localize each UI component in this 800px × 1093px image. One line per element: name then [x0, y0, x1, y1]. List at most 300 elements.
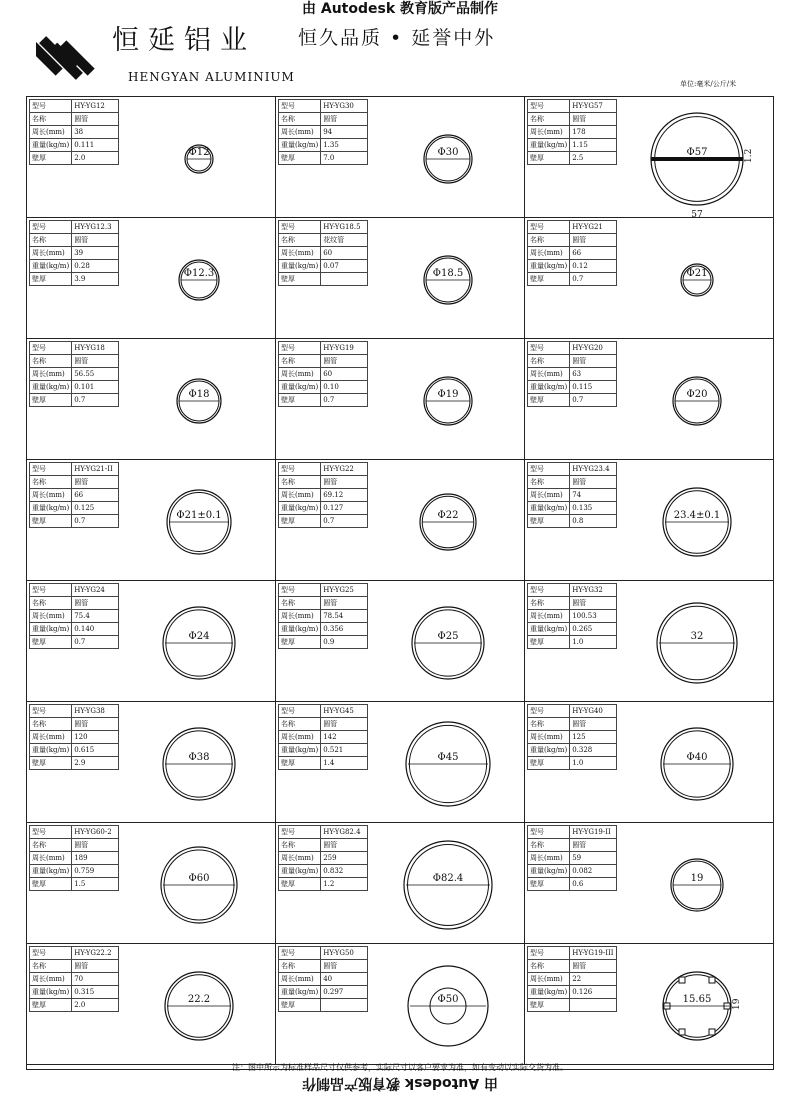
- spec-table: [527, 946, 617, 1012]
- spec-table: [278, 704, 368, 770]
- spec-label: 型号: [528, 584, 570, 597]
- profile-drawing: [372, 97, 524, 217]
- spec-label: 周长(mm): [30, 731, 72, 744]
- spec-value: 74: [570, 489, 617, 502]
- dimension-label: Φ19: [437, 389, 459, 400]
- spec-table: [29, 462, 119, 528]
- spec-label: 名称: [30, 960, 72, 973]
- dimension-label: Φ12.3: [183, 268, 215, 279]
- spec-label: 壁厚: [30, 152, 72, 165]
- profile-drawing: [123, 581, 275, 701]
- spec-value: 0.265: [570, 623, 617, 636]
- spec-label: 壁厚: [528, 515, 570, 528]
- spec-label: 周长(mm): [528, 368, 570, 381]
- spec-label: 型号: [528, 947, 570, 960]
- spec-label: 名称: [279, 718, 321, 731]
- spec-value: 圆管: [321, 960, 368, 973]
- spec-label: 名称: [30, 355, 72, 368]
- spec-label: 型号: [30, 463, 72, 476]
- spec-value: 圆管: [321, 355, 368, 368]
- spec-label: 名称: [279, 839, 321, 852]
- spec-label: 名称: [30, 234, 72, 247]
- profile-cell: [525, 944, 774, 1065]
- profile-drawing: [621, 218, 773, 338]
- spec-label: 名称: [279, 960, 321, 973]
- spec-value: 0.7: [72, 394, 119, 407]
- spec-value: 40: [321, 973, 368, 986]
- profile-cell: [276, 460, 525, 581]
- spec-label: 名称: [528, 718, 570, 731]
- spec-value: 0.7: [570, 394, 617, 407]
- spec-label: 重量(kg/m): [30, 623, 72, 636]
- spec-table: [29, 825, 119, 891]
- spec-value: 圆管: [321, 718, 368, 731]
- spec-value: 0.12: [570, 260, 617, 273]
- spec-label: 重量(kg/m): [528, 381, 570, 394]
- spec-label: 型号: [528, 100, 570, 113]
- spec-value: HY-YG24: [72, 584, 119, 597]
- spec-value: 圆管: [321, 113, 368, 126]
- profile-drawing: [123, 460, 275, 580]
- profile-cell: [525, 218, 774, 339]
- spec-value: 圆管: [321, 839, 368, 852]
- spec-label: 壁厚: [528, 757, 570, 770]
- spec-label: 型号: [279, 221, 321, 234]
- spec-value: 0.125: [72, 502, 119, 515]
- spec-table: [278, 946, 368, 1012]
- spec-label: 周长(mm): [279, 973, 321, 986]
- company-name-cn: 恒延铝业: [112, 25, 256, 56]
- spec-value: 259: [321, 852, 368, 865]
- spec-value: HY-YG18: [72, 342, 119, 355]
- spec-table: [527, 583, 617, 649]
- spec-value: 178: [570, 126, 617, 139]
- spec-label: 壁厚: [30, 394, 72, 407]
- spec-label: 重量(kg/m): [279, 139, 321, 152]
- profile-cell: [525, 460, 774, 581]
- profile-cell: [27, 823, 276, 944]
- company-name-en: HENGYAN ALUMINIUM: [128, 70, 295, 84]
- spec-value: 圆管: [570, 718, 617, 731]
- spec-label: 壁厚: [279, 999, 321, 1012]
- spec-table: [278, 825, 368, 891]
- spec-value: HY-YG60-2: [72, 826, 119, 839]
- spec-value: 圆管: [72, 597, 119, 610]
- spec-value: 0.6: [570, 878, 617, 891]
- dimension-label: Φ18.5: [432, 268, 464, 279]
- company-logo: [36, 30, 98, 86]
- dimension-label-width: 57: [691, 210, 703, 217]
- spec-table: [527, 825, 617, 891]
- spec-label: 壁厚: [279, 878, 321, 891]
- spec-label: 壁厚: [279, 757, 321, 770]
- spec-label: 壁厚: [30, 273, 72, 286]
- spec-value: 94: [321, 126, 368, 139]
- spec-value: 圆管: [570, 597, 617, 610]
- profile-cell: [27, 944, 276, 1065]
- spec-value: 0.8: [570, 515, 617, 528]
- spec-label: 周长(mm): [279, 731, 321, 744]
- watermark-bottom: 由 Autodesk 教育版产品制作: [301, 1075, 499, 1091]
- spec-value: HY-YG82.4: [321, 826, 368, 839]
- spec-label: 重量(kg/m): [279, 744, 321, 757]
- spec-value: 0.07: [321, 260, 368, 273]
- profile-drawing: [372, 460, 524, 580]
- spec-label: 壁厚: [528, 152, 570, 165]
- spec-value: 0.7: [321, 515, 368, 528]
- spec-table: [278, 462, 368, 528]
- spec-value: HY-YG19-III: [570, 947, 617, 960]
- profile-drawing: [123, 823, 275, 943]
- profile-catalog-grid: [26, 96, 774, 1070]
- spec-label: 壁厚: [528, 394, 570, 407]
- spec-value: 0.140: [72, 623, 119, 636]
- spec-label: 壁厚: [30, 878, 72, 891]
- spec-label: 重量(kg/m): [279, 502, 321, 515]
- spec-value: HY-YG32: [570, 584, 617, 597]
- spec-value: 0.315: [72, 986, 119, 999]
- spec-label: 型号: [30, 342, 72, 355]
- spec-value: HY-YG21-II: [72, 463, 119, 476]
- spec-label: 型号: [30, 705, 72, 718]
- spec-value: 2.9: [72, 757, 119, 770]
- spec-label: 周长(mm): [528, 247, 570, 260]
- spec-label: 重量(kg/m): [30, 502, 72, 515]
- spec-value: 66: [72, 489, 119, 502]
- spec-value: 1.35: [321, 139, 368, 152]
- spec-label: 壁厚: [528, 636, 570, 649]
- spec-value: [321, 999, 368, 1012]
- spec-label: 重量(kg/m): [30, 260, 72, 273]
- spec-label: 型号: [279, 826, 321, 839]
- spec-value: 2.0: [72, 152, 119, 165]
- spec-value: 圆管: [570, 113, 617, 126]
- spec-label: 重量(kg/m): [279, 381, 321, 394]
- spec-label: 名称: [528, 960, 570, 973]
- spec-value: 0.9: [321, 636, 368, 649]
- spec-value: 圆管: [72, 234, 119, 247]
- profile-cell: [525, 702, 774, 823]
- spec-label: 型号: [30, 947, 72, 960]
- profile-cell: [276, 218, 525, 339]
- dimension-label: Φ45: [437, 752, 459, 763]
- spec-value: 78.54: [321, 610, 368, 623]
- spec-label: 重量(kg/m): [279, 260, 321, 273]
- spec-table: [29, 99, 119, 165]
- spec-value: 0.7: [321, 394, 368, 407]
- profile-cell: [276, 97, 525, 218]
- spec-value: 56.55: [72, 368, 119, 381]
- spec-value: HY-YG23.4: [570, 463, 617, 476]
- profile-drawing: [621, 339, 773, 459]
- spec-value: 0.615: [72, 744, 119, 757]
- spec-label: 型号: [30, 221, 72, 234]
- profile-drawing: [372, 702, 524, 822]
- profile-cell: [27, 581, 276, 702]
- spec-label: 周长(mm): [279, 610, 321, 623]
- dimension-label: Φ40: [686, 752, 708, 763]
- spec-value: 0.7: [570, 273, 617, 286]
- spec-value: 22: [570, 973, 617, 986]
- spec-label: 名称: [30, 597, 72, 610]
- spec-label: 壁厚: [30, 999, 72, 1012]
- profile-drawing: [621, 97, 773, 217]
- spec-value: 60: [321, 247, 368, 260]
- spec-value: 0.127: [321, 502, 368, 515]
- spec-value: 1.5: [72, 878, 119, 891]
- spec-label: 型号: [30, 584, 72, 597]
- spec-table: [278, 583, 368, 649]
- spec-value: 7.0: [321, 152, 368, 165]
- spec-value: 120: [72, 731, 119, 744]
- spec-label: 重量(kg/m): [30, 986, 72, 999]
- spec-table: [527, 462, 617, 528]
- spec-value: 66: [570, 247, 617, 260]
- spec-value: HY-YG57: [570, 100, 617, 113]
- spec-label: 壁厚: [279, 394, 321, 407]
- spec-value: 圆管: [72, 839, 119, 852]
- spec-value: 圆管: [570, 960, 617, 973]
- spec-value: 0.101: [72, 381, 119, 394]
- spec-value: 0.082: [570, 865, 617, 878]
- spec-value: 2.0: [72, 999, 119, 1012]
- profile-drawing: [123, 97, 275, 217]
- profile-cell: [276, 339, 525, 460]
- spec-label: 重量(kg/m): [528, 139, 570, 152]
- spec-value: 0.832: [321, 865, 368, 878]
- spec-label: 名称: [528, 234, 570, 247]
- spec-label: 周长(mm): [279, 368, 321, 381]
- dimension-label: Φ24: [188, 631, 210, 642]
- spec-value: 1.15: [570, 139, 617, 152]
- dimension-label: Φ60: [188, 873, 210, 884]
- spec-value: 63: [570, 368, 617, 381]
- spec-value: 69.12: [321, 489, 368, 502]
- profile-drawing: [372, 339, 524, 459]
- spec-label: 壁厚: [279, 636, 321, 649]
- spec-value: 圆管: [570, 839, 617, 852]
- profile-cell: [27, 339, 276, 460]
- spec-label: 周长(mm): [279, 126, 321, 139]
- profile-cell: [27, 97, 276, 218]
- spec-table: [527, 704, 617, 770]
- spec-value: HY-YG12: [72, 100, 119, 113]
- spec-label: 重量(kg/m): [279, 986, 321, 999]
- spec-value: 0.115: [570, 381, 617, 394]
- spec-label: 名称: [279, 234, 321, 247]
- spec-label: 型号: [528, 705, 570, 718]
- spec-value: 0.7: [72, 636, 119, 649]
- spec-label: 型号: [279, 947, 321, 960]
- spec-label: 周长(mm): [30, 973, 72, 986]
- spec-value: 圆管: [72, 113, 119, 126]
- spec-label: 型号: [30, 100, 72, 113]
- spec-table: [278, 220, 368, 286]
- spec-label: 重量(kg/m): [528, 260, 570, 273]
- spec-value: 圆管: [72, 355, 119, 368]
- spec-label: 型号: [528, 826, 570, 839]
- spec-label: 周长(mm): [30, 852, 72, 865]
- spec-label: 名称: [528, 113, 570, 126]
- spec-value: 1.0: [570, 636, 617, 649]
- profile-drawing: [372, 218, 524, 338]
- spec-value: HY-YG20: [570, 342, 617, 355]
- spec-value: HY-YG19: [321, 342, 368, 355]
- dimension-label: Φ38: [188, 752, 210, 763]
- spec-value: 0.759: [72, 865, 119, 878]
- spec-label: 周长(mm): [30, 247, 72, 260]
- watermark-top: 由 Autodesk 教育版产品制作: [301, 1, 499, 17]
- spec-label: 周长(mm): [30, 368, 72, 381]
- spec-label: 壁厚: [279, 152, 321, 165]
- spec-value: 0.135: [570, 502, 617, 515]
- spec-label: 周长(mm): [279, 489, 321, 502]
- spec-table: [527, 341, 617, 407]
- spec-value: 圆管: [72, 476, 119, 489]
- spec-label: 名称: [30, 718, 72, 731]
- spec-label: 名称: [279, 113, 321, 126]
- spec-value: 圆管: [570, 234, 617, 247]
- spec-label: 壁厚: [528, 999, 570, 1012]
- spec-value: 0.10: [321, 381, 368, 394]
- profile-drawing: [123, 218, 275, 338]
- spec-label: 周长(mm): [30, 610, 72, 623]
- dimension-label-secondary: 19: [732, 998, 742, 1010]
- profile-drawing: [621, 944, 773, 1064]
- spec-value: 花纹管: [321, 234, 368, 247]
- spec-value: 圆管: [570, 355, 617, 368]
- profile-drawing: [372, 944, 524, 1064]
- spec-label: 周长(mm): [528, 126, 570, 139]
- spec-value: 0.297: [321, 986, 368, 999]
- spec-label: 型号: [279, 584, 321, 597]
- spec-label: 周长(mm): [528, 610, 570, 623]
- spec-value: 70: [72, 973, 119, 986]
- spec-label: 型号: [279, 100, 321, 113]
- spec-value: HY-YG45: [321, 705, 368, 718]
- dimension-label: Φ82.4: [432, 873, 464, 884]
- spec-value: [321, 273, 368, 286]
- profile-cell: [525, 339, 774, 460]
- spec-table: [278, 341, 368, 407]
- dimension-label: Φ20: [686, 389, 708, 400]
- spec-label: 周长(mm): [528, 852, 570, 865]
- spec-label: 名称: [279, 597, 321, 610]
- unit-note: 单位:毫米/公斤/米: [680, 80, 737, 88]
- dimension-label-secondary: 1.2: [744, 148, 754, 163]
- dimension-label: Φ30: [437, 147, 459, 158]
- spec-value: 1.0: [570, 757, 617, 770]
- profile-drawing: [372, 581, 524, 701]
- spec-label: 型号: [279, 463, 321, 476]
- profile-cell: [276, 944, 525, 1065]
- spec-value: HY-YG50: [321, 947, 368, 960]
- spec-label: 名称: [528, 476, 570, 489]
- spec-label: 周长(mm): [279, 247, 321, 260]
- spec-label: 重量(kg/m): [528, 744, 570, 757]
- spec-value: 0.111: [72, 139, 119, 152]
- spec-label: 重量(kg/m): [528, 502, 570, 515]
- spec-value: HY-YG12.3: [72, 221, 119, 234]
- profile-cell: [525, 823, 774, 944]
- profile-cell: [276, 581, 525, 702]
- dimension-label: 15.65: [682, 994, 712, 1005]
- spec-value: 75.4: [72, 610, 119, 623]
- spec-label: 名称: [30, 476, 72, 489]
- dimension-label: 32: [690, 631, 704, 642]
- spec-label: 名称: [30, 113, 72, 126]
- spec-label: 周长(mm): [30, 126, 72, 139]
- spec-value: 0.126: [570, 986, 617, 999]
- dimension-label: Φ21±0.1: [176, 510, 222, 521]
- spec-value: 189: [72, 852, 119, 865]
- profile-cell: [525, 97, 774, 218]
- spec-label: 周长(mm): [528, 489, 570, 502]
- profile-drawing: [372, 823, 524, 943]
- spec-label: 重量(kg/m): [528, 865, 570, 878]
- spec-table: [278, 99, 368, 165]
- profile-drawing: [621, 460, 773, 580]
- spec-label: 周长(mm): [30, 489, 72, 502]
- profile-cell: [525, 581, 774, 702]
- spec-label: 型号: [279, 342, 321, 355]
- spec-value: 60: [321, 368, 368, 381]
- spec-value: 125: [570, 731, 617, 744]
- profile-drawing: [621, 702, 773, 822]
- profile-groove: [679, 977, 685, 983]
- spec-table: [29, 946, 119, 1012]
- spec-label: 型号: [279, 705, 321, 718]
- spec-label: 壁厚: [30, 515, 72, 528]
- company-slogan: 恒久品质 • 延誉中外: [298, 27, 496, 49]
- profile-cell: [276, 702, 525, 823]
- spec-label: 名称: [30, 839, 72, 852]
- spec-label: 名称: [279, 355, 321, 368]
- spec-value: 1.2: [321, 878, 368, 891]
- spec-value: 圆管: [72, 960, 119, 973]
- profile-cell: [276, 823, 525, 944]
- spec-label: 壁厚: [528, 273, 570, 286]
- dimension-label: Φ21: [686, 268, 708, 279]
- spec-label: 重量(kg/m): [528, 986, 570, 999]
- spec-label: 名称: [279, 476, 321, 489]
- spec-table: [29, 583, 119, 649]
- profile-groove: [679, 1029, 685, 1035]
- profile-drawing: [621, 823, 773, 943]
- spec-value: HY-YG25: [321, 584, 368, 597]
- spec-label: 周长(mm): [279, 852, 321, 865]
- spec-label: 重量(kg/m): [30, 865, 72, 878]
- spec-label: 重量(kg/m): [30, 381, 72, 394]
- profile-drawing: [123, 339, 275, 459]
- spec-label: 名称: [528, 839, 570, 852]
- profile-groove: [709, 1029, 715, 1035]
- spec-value: 圆管: [570, 476, 617, 489]
- spec-value: 100.53: [570, 610, 617, 623]
- spec-label: 壁厚: [279, 273, 321, 286]
- spec-label: 重量(kg/m): [30, 744, 72, 757]
- spec-value: HY-YG19-II: [570, 826, 617, 839]
- spec-value: HY-YG40: [570, 705, 617, 718]
- spec-value: 0.28: [72, 260, 119, 273]
- profile-groove: [709, 977, 715, 983]
- spec-value: 0.521: [321, 744, 368, 757]
- dimension-label: Φ22: [437, 510, 459, 521]
- spec-label: 名称: [528, 355, 570, 368]
- spec-table: [29, 341, 119, 407]
- profile-drawing: [123, 702, 275, 822]
- spec-value: HY-YG18.5: [321, 221, 368, 234]
